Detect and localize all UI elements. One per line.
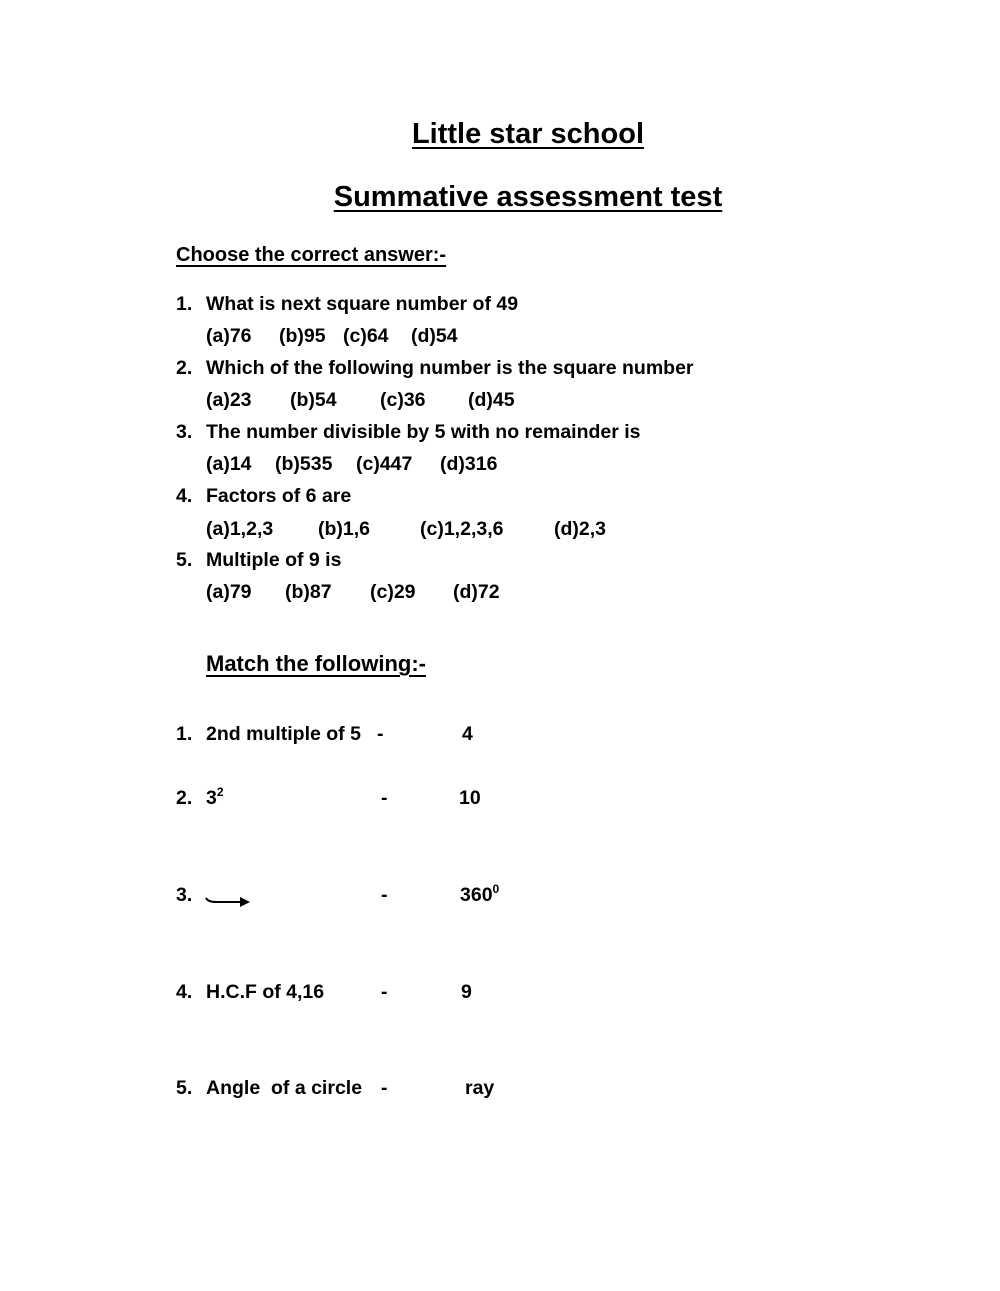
option-a: (a)79 (206, 581, 252, 603)
question-number: 5. (176, 549, 193, 571)
match-dash: - (381, 884, 388, 906)
option-c: (c)36 (380, 389, 426, 411)
option-c: (c)29 (370, 581, 416, 603)
match-right: 10 (459, 787, 481, 809)
option-b: (b)95 (279, 325, 326, 347)
option-d: (d)2,3 (554, 518, 607, 540)
option-c: (c)64 (343, 325, 389, 347)
match-dash: - (377, 723, 384, 745)
question-2 (176, 357, 694, 380)
option-a: (a)23 (206, 389, 252, 411)
match-left (206, 787, 224, 810)
option-a: (a)1,2,3 (206, 518, 274, 540)
option-c: (c)1,2,3,6 (420, 518, 504, 540)
mcq-heading: Choose the correct answer:- (176, 244, 447, 266)
option-d: (d)54 (411, 325, 458, 347)
option-a: (a)76 (206, 325, 252, 347)
match-right: ray (465, 1077, 495, 1099)
question-1 (176, 293, 518, 316)
question-number: 2. (176, 357, 193, 379)
match-number: 1. (176, 723, 193, 745)
option-b: (b)87 (285, 581, 332, 603)
match-dash: - (381, 1077, 388, 1099)
option-a: (a)14 (206, 453, 252, 475)
match-right-superscript: 0 (492, 882, 500, 896)
question-5 (176, 549, 341, 572)
match-number: 4. (176, 981, 193, 1003)
match-dash: - (381, 787, 388, 809)
school-title: Little star school (411, 118, 645, 150)
question-4 (176, 485, 351, 508)
match-left-superscript: 2 (216, 785, 224, 799)
match-heading: Match the following:- (206, 651, 426, 676)
question-number: 4. (176, 485, 193, 507)
match-dash: - (381, 981, 388, 1003)
question-text: Multiple of 9 is (206, 549, 342, 571)
match-number: 2. (176, 787, 193, 809)
question-text: Which of the following number is the square number (206, 357, 694, 379)
match-left: Angle of a circle (206, 1077, 363, 1099)
option-d: (d)45 (468, 389, 515, 411)
match-left: 2nd multiple of 5 (206, 723, 361, 745)
option-d: (d)316 (440, 453, 498, 475)
option-b: (b)1,6 (318, 518, 371, 540)
question-text: The number divisible by 5 with no remainder is (206, 421, 641, 443)
match-right: 4 (462, 723, 473, 745)
option-b: (b)54 (290, 389, 337, 411)
option-b: (b)535 (275, 453, 333, 475)
question-number: 3. (176, 421, 193, 443)
question-text: Factors of 6 are (206, 485, 352, 507)
match-right (460, 884, 499, 907)
match-right-base: 360 (460, 884, 493, 906)
question-3 (176, 421, 641, 444)
test-title: Summative assessment test (333, 181, 723, 213)
match-number: 5. (176, 1077, 193, 1099)
option-c: (c)447 (356, 453, 413, 475)
match-left-base: 3 (206, 787, 217, 809)
match-number: 3. (176, 884, 193, 906)
match-left: H.C.F of 4,16 (206, 981, 325, 1003)
option-d: (d)72 (453, 581, 500, 603)
question-number: 1. (176, 293, 193, 315)
question-text: What is next square number of 49 (206, 293, 519, 315)
match-right: 9 (461, 981, 472, 1003)
ray-arrow-icon (204, 892, 252, 915)
